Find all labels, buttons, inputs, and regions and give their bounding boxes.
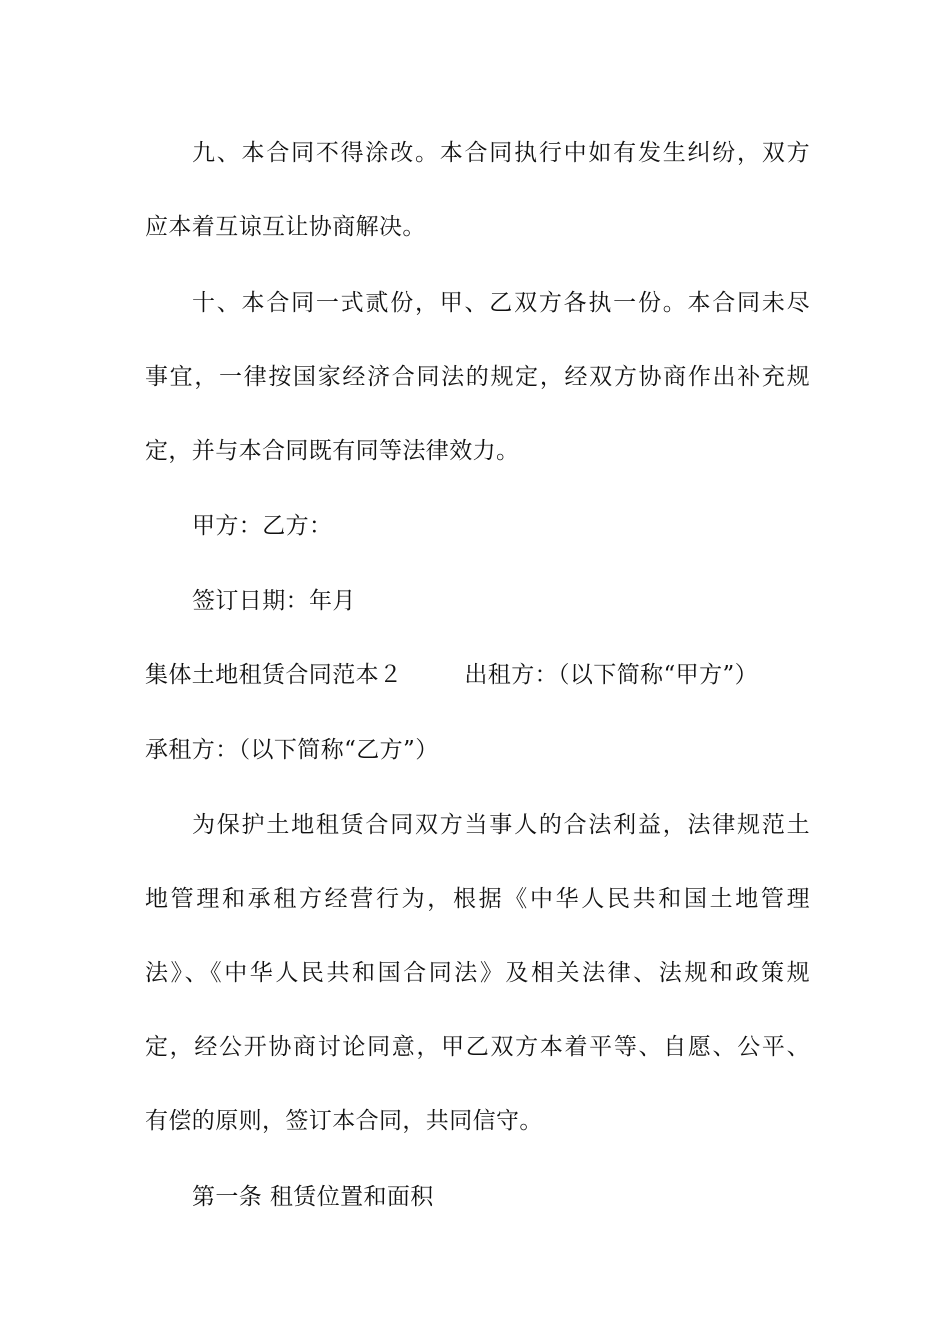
clause-9-line-1: 九、本合同不得涂改。本合同执行中如有发生纠纷，双方 [192, 140, 810, 166]
preamble-line-3: 法》、《中华人民共和国合同法》及相关法律、法规和政策规 [145, 960, 810, 986]
article-1-heading: 第一条 租赁位置和面积 [192, 1184, 434, 1210]
preamble-line-4: 定，经公开协商讨论同意，甲乙双方本着平等、自愿、公平、 [145, 1034, 810, 1060]
clause-10-line-3: 定，并与本合同既有同等法律效力。 [145, 438, 520, 464]
preamble-line-1: 为保护土地租赁合同双方当事人的合法利益，法律规范土 [192, 812, 810, 838]
clause-10-line-1: 十、本合同一式贰份，甲、乙双方各执一份。本合同未尽 [192, 290, 810, 316]
preamble-line-2: 地管理和承租方经营行为，根据《中华人民共和国土地管理 [145, 886, 810, 912]
clause-10-line-2: 事宜，一律按国家经济合同法的规定，经双方协商作出补充规 [145, 364, 810, 390]
contract-2-title-line [145, 660, 810, 690]
clause-9-line-2: 应本着互谅互让协商解决。 [145, 214, 426, 240]
contract-2-title: 集体土地租赁合同范本２ [145, 662, 403, 688]
parties-signature-line: 甲方：乙方： [192, 513, 333, 539]
preamble-line-5: 有偿的原则，签订本合同，共同信守。 [145, 1108, 543, 1134]
lessee-line: 承租方：（以下简称“乙方”） [145, 737, 439, 763]
signing-date-line: 签订日期：年月 [192, 588, 356, 614]
lessor-line: 出租方：（以下简称“甲方”） [464, 662, 759, 688]
